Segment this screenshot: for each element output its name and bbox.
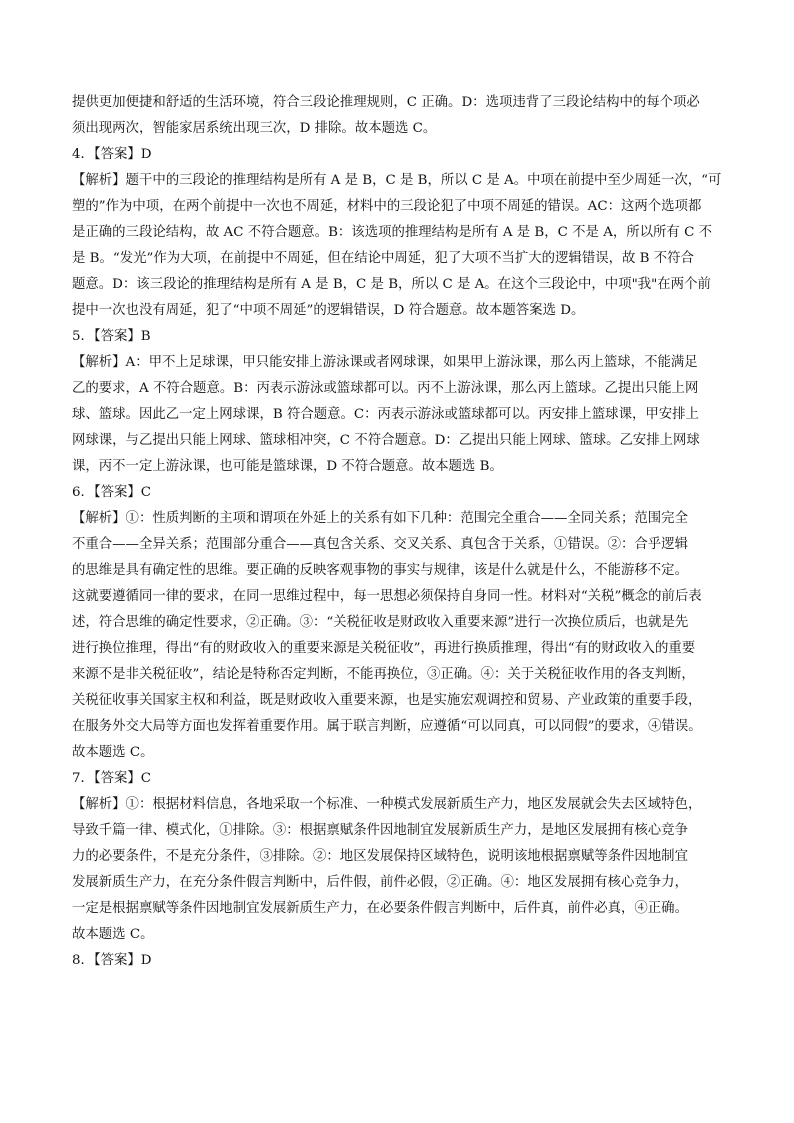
document-page bbox=[72, 90, 724, 974]
text-line: 不重合——全异关系；范围部分重合——真包含关系、交叉关系、真包含于关系，①错误。②：合乎逻辑 bbox=[72, 537, 688, 552]
answer-line: 5．【答案】B bbox=[72, 329, 151, 344]
text-line: 题意。D：该三段论的推理结构是所有 A 是 B，C 是 B，所以 C 是 A。在这个三段论中，中项"我"在两个前 bbox=[72, 277, 711, 292]
text-line: 提供更加便捷和舒适的生活环境，符合三段论推理规则，C 正确。D：选项违背了三段论结构中的每个项必 bbox=[72, 95, 700, 110]
text-line: 述，符合思维的确定性要求，②正确。③：“关税征收是财政收入重要来源”进行一次换位质后，也就是先 bbox=[72, 615, 689, 630]
text-line: 来源不是非关税征收”，结论是特称否定判断，不能再换位，③正确。④：关于关税征收作用的各支判断， bbox=[72, 667, 695, 682]
text-line: 【解析】①：根据材料信息，各地采取一个标准、一种模式发展新质生产力，地区发展就会失去区域特色， bbox=[72, 797, 702, 812]
text-line: 【解析】题干中的三段论的推理结构是所有 A 是 B，C 是 B，所以 C 是 A。中项在前提中至少周延一次，“可 bbox=[72, 173, 722, 188]
text-line: 须出现两次，智能家居系统出现三次，D 排除。故本题选 C。 bbox=[72, 121, 437, 136]
text-line: 【解析】A：甲不上足球课，甲只能安排上游泳课或者网球课，如果甲上游泳课，那么丙上篮球，不能满足 bbox=[72, 355, 698, 370]
text-line: 进行换位推理，得出“有的财政收入的重要来源是关税征收”，再进行换质推理，得出“有的财政收入的重要 bbox=[72, 641, 696, 656]
text-line: 课，丙不一定上游泳课，也可能是篮球课，D 不符合题意。故本题选 B。 bbox=[72, 459, 503, 474]
text-line: 塑的”作为中项，在两个前提中一次也不周延，材料中的三段论犯了中项不周延的错误。AC：这两个选项都 bbox=[72, 199, 702, 214]
answer-line: 6．【答案】C bbox=[72, 485, 152, 500]
text-line: 一定是根据禀赋等条件因地制宜发展新质生产力，在必要条件假言判断中，后件真，前件必真，④正确。 bbox=[72, 901, 688, 916]
text-line: 的思维是具有确定性的思维。要正确的反映客观事物的事实与规律，该是什么就是什么，不能游移不定。 bbox=[72, 563, 688, 578]
text-line: 关税征收事关国家主权和利益，既是财政收入重要来源，也是实施宏观调控和贸易、产业政策的重要手段， bbox=[72, 693, 702, 708]
text-line: 导致千篇一律、模式化，①排除。③：根据禀赋条件因地制宜发展新质生产力，是地区发展拥有核心竞争 bbox=[72, 823, 688, 838]
text-line: 是 B。“发光”作为大项，在前提中不周延，但在结论中周延，犯了大项不当扩大的逻辑错误，故 B 不符合 bbox=[72, 251, 694, 266]
text-line: 这就要遵循同一律的要求，在同一思维过程中，每一思想必须保持自身同一性。材料对“关税”概念的前后表 bbox=[72, 589, 702, 604]
text-line: 提中一次也没有周延，犯了“中项不周延”的逻辑错误，D 符合题意。故本题答案选 D。 bbox=[72, 303, 585, 318]
text-line: 故本题选 C。 bbox=[72, 745, 154, 760]
text-line: 网球课，与乙提出只能上网球、篮球相冲突，C 不符合题意。D：乙提出只能上网球、篮球。乙安排上网球 bbox=[72, 433, 700, 448]
answer-line: 4．【答案】D bbox=[72, 147, 152, 162]
text-line: 发展新质生产力，在充分条件假言判断中，后件假，前件必假，②正确。④：地区发展拥有核心竞争力， bbox=[72, 875, 688, 890]
answer-line: 7．【答案】C bbox=[72, 771, 152, 786]
text-line: 是正确的三段论结构，故 AC 不符合题意。B：该选项的推理结构是所有 A 是 B，C 不是 A，所以所有 C 不 bbox=[72, 225, 712, 240]
text-line: 故本题选 C。 bbox=[72, 927, 154, 942]
answer-line: 8．【答案】D bbox=[72, 953, 152, 968]
text-line: 在服务外交大局等方面也发挥着重要作用。属于联言判断，应遵循“可以同真，可以同假”的要求，④错误。 bbox=[72, 719, 702, 734]
text-line: 力的必要条件，不是充分条件，③排除。②：地区发展保持区域特色，说明该地根据禀赋等条件因地制宜 bbox=[72, 849, 688, 864]
text-line: 球、篮球。因此乙一定上网球课，B 符合题意。C：丙表示游泳或篮球都可以。丙安排上篮球课，甲安排上 bbox=[72, 407, 699, 422]
text-line: 乙的要求，A 不符合题意。B：丙表示游泳或篮球都可以。丙不上游泳课，那么丙上篮球。乙提出只能上网 bbox=[72, 381, 699, 396]
text-line: 【解析】①：性质判断的主项和谓项在外延上的关系有如下几种：范围完全重合——全同关系；范围完全 bbox=[72, 511, 688, 526]
